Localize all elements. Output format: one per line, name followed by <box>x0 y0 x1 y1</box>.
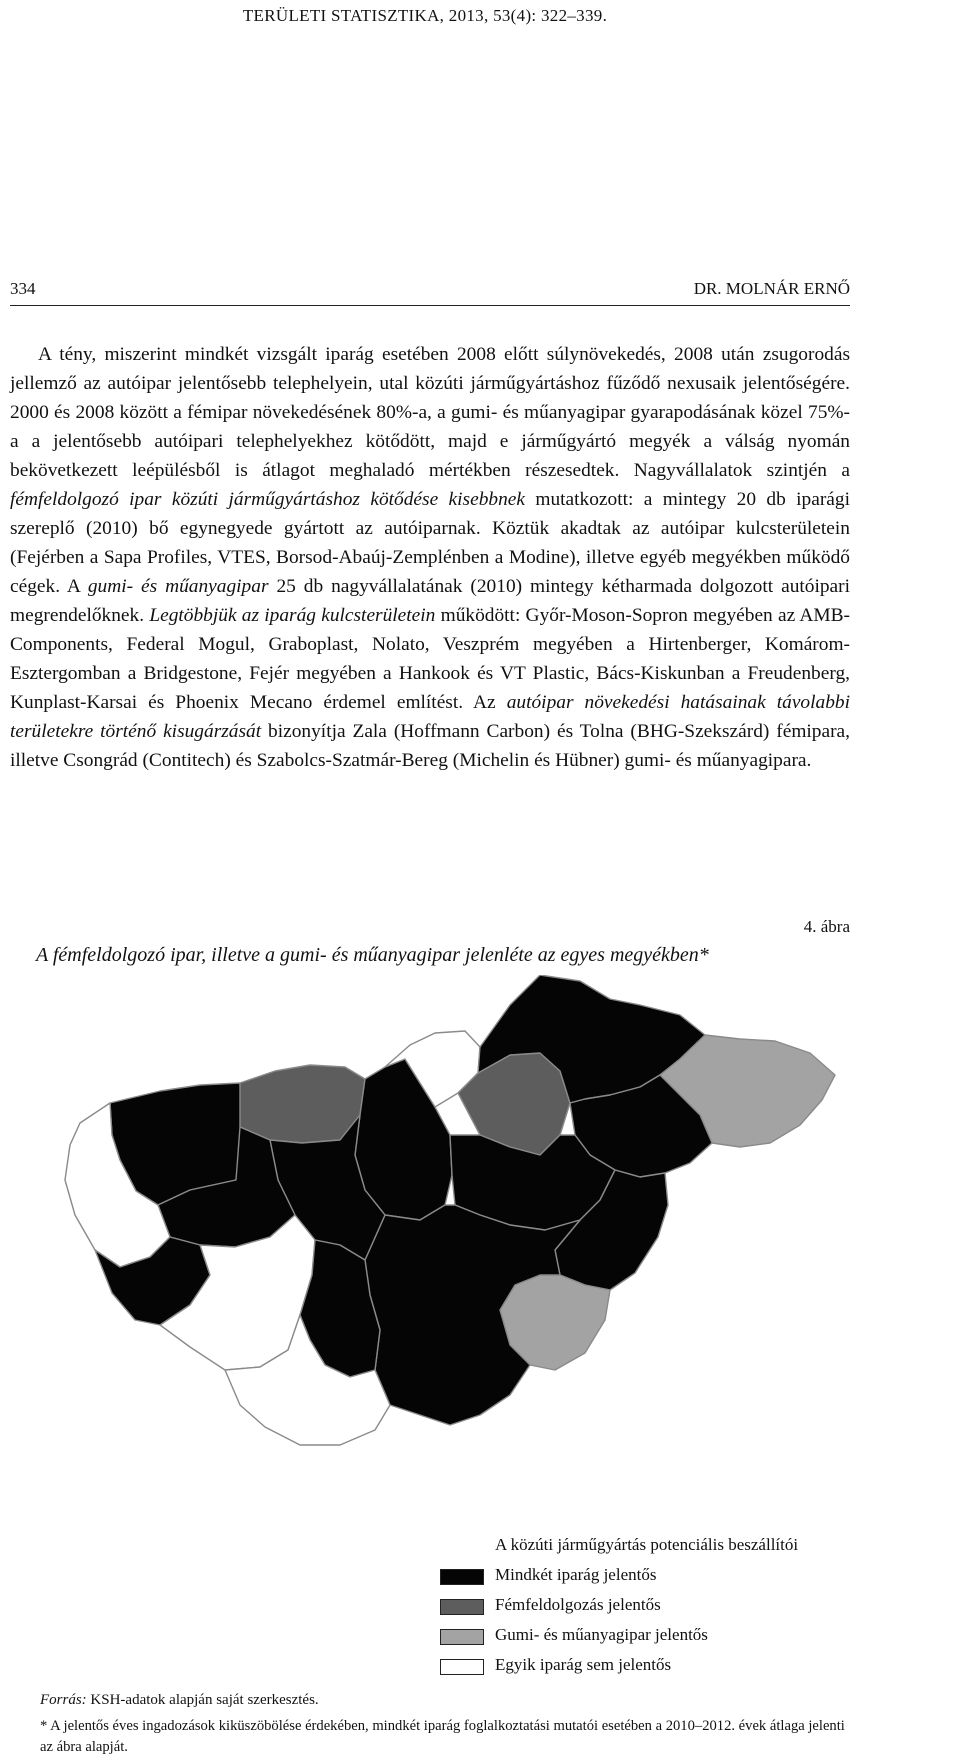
legend-label: Fémfeldolgozás jelentős <box>495 1595 661 1614</box>
legend-swatch <box>440 1629 484 1645</box>
source-label: Forrás: <box>40 1692 87 1708</box>
text-run: A tény, miszerint mindkét vizsgált iparág esetében 2008 előtt súlynövekedés, 2008 után zsugorodás jellemző az autóipar jelentősebb telephelyein, utal közúti járműgyártáshoz fűződő nexusaik jelentőségére. 2000 és 2008 között a fémipar növekedésének 80%-a, a gumi- és műanyagipar gyarapodásának közel 75%-a a jelentősebb autóipari telephelyekhez kötődött, majd e járműgyártó megyék a válság nyomán bekövetkezett leépülésből is átlagot meghaladó mértékben részesedtek. Nagyvállalatok szintjén a <box>10 344 850 481</box>
emphasis-text: fémfeldolgozó ipar közúti járműgyártáshoz kötődése kisebbnek <box>10 489 525 510</box>
source-text: KSH-adatok alapján saját szerkesztés. <box>86 1692 319 1708</box>
paragraph <box>10 340 850 775</box>
running-head <box>10 279 850 306</box>
legend-swatch <box>440 1569 484 1585</box>
figure-number: 4. ábra <box>803 917 850 936</box>
text-run: 25 db nagyvállalatának (2010) mintegy kétharmada dolgozott autóipari megrendelőknek. <box>10 576 850 626</box>
legend-swatch <box>440 1599 484 1615</box>
footnote-text: * A jelentős éves ingadozások kiküszöbölése érdekében, mindkét iparág foglalkoztatási mutatói esetében a 2010–2012. évek átlaga jelenti az ábra alapját. <box>40 1718 845 1755</box>
emphasis-text: Legtöbbjük az iparág kulcsterületein <box>149 605 436 626</box>
county-map <box>40 975 860 1535</box>
author-name: DR. MOLNÁR ERNŐ <box>693 279 850 298</box>
legend-item <box>440 1595 860 1625</box>
text-run: bizonyítja Zala (Hoffmann Carbon) és Tolna (BHG-Szekszárd) fémipara, illetve Csongrád (Contitech) és Szabolcs-Szatmár-Bereg (Michelin és Hübner) gumi- és műanyagipara. <box>10 721 850 771</box>
map-svg <box>40 975 860 1535</box>
text-run: mutatkozott: a mintegy 20 db iparági szereplő (2010) bő egynegyede gyártott az autóiparnak. Köztük akadtak az autóipar kulcsterületein (Fejérben a Sapa Profiles, VTES, Borsod-Abaúj-Zemplénben a Modine), illetve egyéb megyékben működő cégek. A <box>10 489 851 597</box>
legend-label: Mindkét iparág jelentős <box>495 1565 657 1584</box>
legend-title: A közúti járműgyártás potenciális beszállítói <box>495 1535 799 1554</box>
legend-label: Gumi- és műanyagipar jelentős <box>495 1625 708 1644</box>
map-legend <box>440 1535 860 1685</box>
legend-item <box>440 1625 860 1655</box>
page-number: 334 <box>10 279 36 298</box>
legend-item <box>440 1565 860 1595</box>
body-text <box>10 340 850 775</box>
figure-title: A fémfeldolgozó ipar, illetve a gumi- és műanyagipar jelenléte az egyes megyékben* <box>36 944 709 966</box>
footnote <box>10 1716 850 1758</box>
legend-swatch <box>440 1659 484 1675</box>
figure-source <box>40 1692 319 1709</box>
emphasis-text: autóipar növekedési hatásainak távolabbi területekre történő kisugárzását <box>10 692 850 742</box>
legend-label: Egyik iparág sem jelentős <box>495 1655 672 1674</box>
journal-header: TERÜLETI STATISZTIKA, 2013, 53(4): 322–339. <box>242 6 608 25</box>
legend-item <box>440 1655 860 1685</box>
emphasis-text: gumi- és műanyagipar <box>87 576 269 597</box>
text-run: működött: Győr-Moson-Sopron megyében az AMB-Components, Federal Mogul, Graboplast, Nolato, Veszprém megyében a Hirtenberger, Komárom-Esztergomban a Bridgestone, Fejér megyében a Hankook és VT Plastic, Bács-Kiskunban a Freudenberg, Kunplast-Karsai és Phoenix Mecano érdemel említést. Az <box>10 605 850 713</box>
